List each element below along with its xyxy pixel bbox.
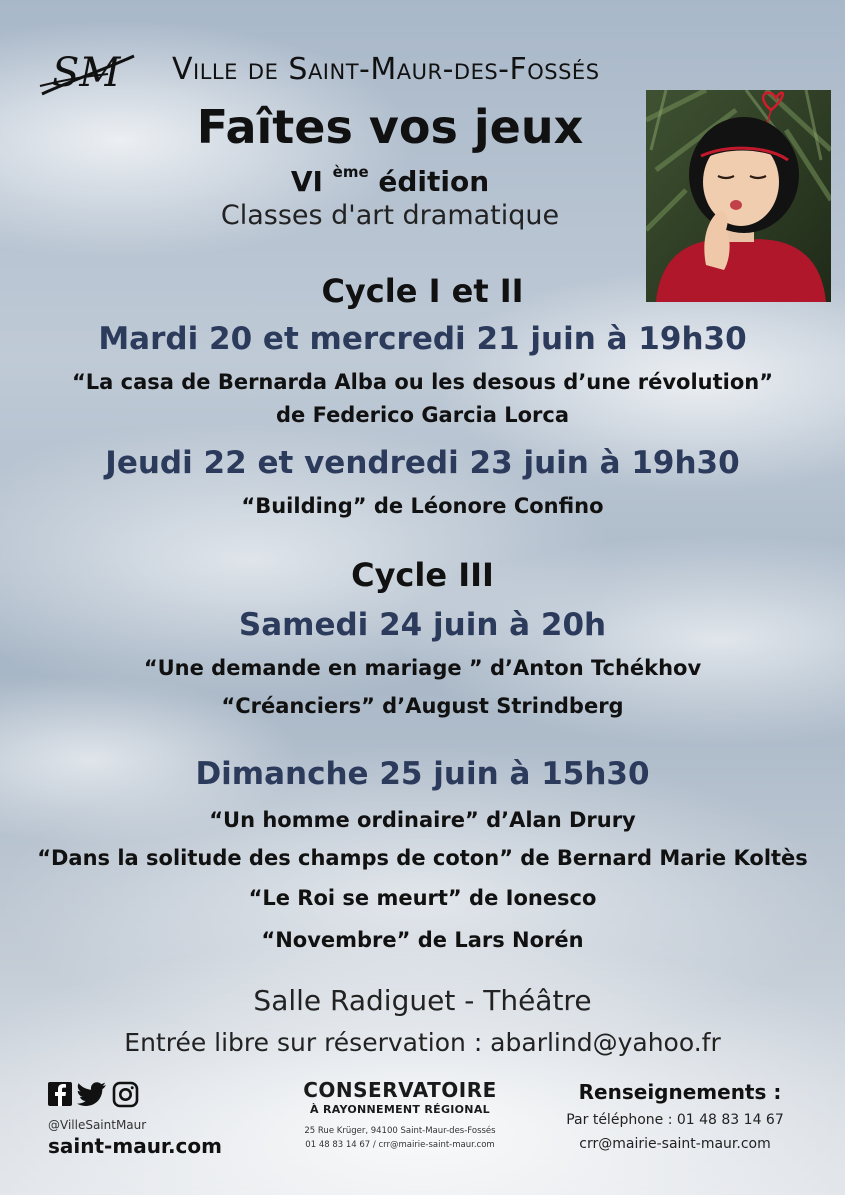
instagram-icon[interactable] [114,1083,137,1106]
cycle12-play1-line2: de Federico Garcia Lorca [275,403,569,427]
cycle3-play-6: “Novembre” de Lars Norén [261,928,584,952]
conservatoire-title: CONSERVATOIRE [303,1078,497,1102]
social-icons [48,1080,148,1108]
entry-info: Entrée libre sur réservation : abarlind@yahoo.fr [124,1028,721,1057]
city-name: Ville de Saint-Maur-des-Fossés [172,52,600,87]
cycle12-play1-line1: “La casa de Bernarda Alba ou les desous d’une révolution” [71,370,774,394]
edition-line [150,165,630,198]
website-link[interactable]: saint-maur.com [48,1134,222,1158]
cycle3-date2: Dimanche 25 juin à 15h30 [195,756,650,792]
cycle12-date2: Jeudi 22 et vendredi 23 juin à 19h30 [105,445,740,481]
actress-photo [646,90,831,302]
event-subtitle: Classes d'art dramatique [220,200,560,231]
cycle3-play-3: “Un homme ordinaire” d’Alan Drury [209,808,636,832]
cycle12-play2: “Building” de Léonore Confino [241,494,604,518]
sm-monogram-icon [38,42,138,104]
cycle3-play-4: “Dans la solitude des champs de coton” de Bernard Marie Koltès [37,846,808,870]
facebook-icon[interactable] [48,1082,72,1106]
twitter-icon[interactable] [77,1082,106,1106]
info-email[interactable]: crr@mairie-saint-maur.com [579,1136,771,1152]
venue-name: Salle Radiguet - Théâtre [253,984,592,1017]
cycle12-heading: Cycle I et II [321,272,524,310]
conservatoire-address: 25 Rue Krüger, 94100 Saint-Maur-des-Fossés [304,1126,496,1136]
city-logo [38,42,138,104]
cycle3-play-5: “Le Roi se meurt” de Ionesco [248,886,597,910]
social-handle[interactable]: @VilleSaintMaur [48,1118,147,1132]
info-phone: Par téléphone : 01 48 83 14 67 [566,1112,784,1128]
cycle3-play-1: “Une demande en mariage ” d’Anton Tchékhov [143,656,702,680]
edition-prefix: VI [290,165,323,198]
photo-illustration [646,90,831,302]
cycle3-heading: Cycle III [351,556,494,594]
conservatoire-subtitle: À RAYONNEMENT RÉGIONAL [310,1103,490,1116]
info-heading: Renseignements : [578,1080,782,1104]
cycle3-play-2: “Créanciers” d’August Strindberg [221,694,624,718]
conservatoire-contact: 01 48 83 14 67 / crr@mairie-saint-maur.com [305,1140,495,1150]
logo-text: SM [52,50,121,96]
cycle3-date1: Samedi 24 juin à 20h [238,607,607,643]
edition-sup: ème [332,163,369,181]
cycle12-date1: Mardi 20 et mercredi 21 juin à 19h30 [98,321,747,357]
event-title: Faîtes vos jeux [196,100,584,154]
edition-suffix: édition [378,165,490,198]
